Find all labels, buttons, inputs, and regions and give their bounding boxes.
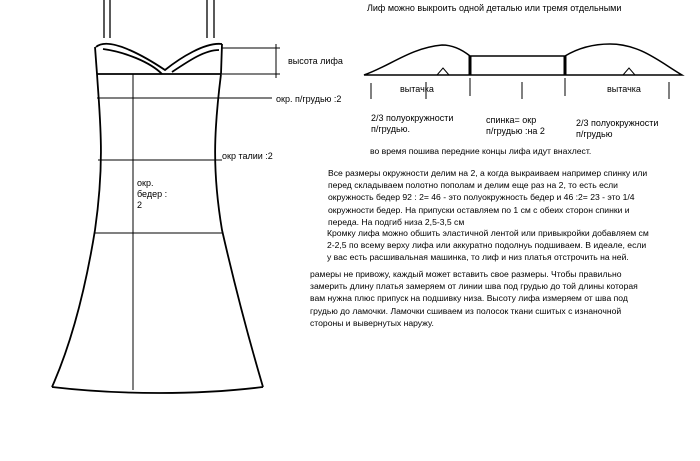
dress-straps xyxy=(104,0,214,38)
dart-left xyxy=(437,68,449,75)
paragraph-3-line: рамеры не привожу, каждый может вставить свое размеры. Чтобы правильно xyxy=(310,269,622,279)
paragraph-3-line: грудью до ламочки. Ламочки сшиваем из полосок ткани сшитых с изнаночной xyxy=(310,305,622,316)
label-left-part-line1: 2/3 полуокружности xyxy=(371,113,454,123)
paragraph-1-line: переда. На подгиб низа 2,5-3,5 см xyxy=(328,216,465,227)
paragraph-1-line: Все размеры окружности делим на 2, а когда выкраиваем например спинку или xyxy=(328,168,648,178)
paragraph-2-line: Кромку лифа можно обшить эластичной лентой или привыкройки добавляем см xyxy=(327,228,649,238)
label-back-line2: п/грудью :на 2 xyxy=(486,126,545,136)
paragraph-3-line: вам нужна плюс припуск на подшивку низа. Высоту лифа измеряем от шва под xyxy=(310,293,628,304)
bodice-outline xyxy=(364,44,682,75)
paragraph-3-line: стороны и вывернутых наружу. xyxy=(310,317,434,328)
instructions-paragraph-3 xyxy=(310,268,678,329)
paragraph-1-line: окружности бедер. На припуски оставляем по 1 см с обеих сторон спинки и xyxy=(328,204,630,215)
label-back-line1: спинка= окр xyxy=(486,115,537,125)
pattern-title: Лиф можно выкроить одной деталью или тремя отдельными xyxy=(367,3,622,13)
dart-right xyxy=(623,68,635,75)
label-waist: окр талии :2 xyxy=(222,151,273,161)
label-bodice-height: высота лифа xyxy=(288,56,343,66)
paragraph-1-line: перед складываем полотно пополам и делим еще раз на 2, то есть если xyxy=(328,180,618,191)
paragraph-2-line: 2-2,5 по всему верху лифа или аккуратно подолнуь подшиваем. В идеале, если xyxy=(327,240,647,251)
label-left-part-line2: п/грудью. xyxy=(371,124,410,134)
paragraph-2-line: у вас есть расшивальная машинка, то лиф и низ платья отстрочить на ней. xyxy=(327,252,629,263)
label-dart-right: вытачка xyxy=(607,84,641,94)
label-right-part-line1: 2/3 полуокружности xyxy=(576,118,659,128)
dress-measure-lines xyxy=(95,44,280,233)
label-hips-line3: 2 xyxy=(137,200,143,210)
paragraph-3-line: замерить длину платья замеряем от линии шва под грудью до той длины которая xyxy=(310,281,638,292)
dress-bodice xyxy=(95,44,222,74)
label-underbust: окр. п/грудью :2 xyxy=(276,94,342,104)
label-hips-line1: окр. xyxy=(137,178,154,188)
instructions-paragraph-1 xyxy=(328,167,690,228)
label-hips-line2: бедер : xyxy=(137,189,168,199)
paragraph-1-line: окружность бедер 92 : 2= 46 - это полуокружность бедер и 46 :2= 23 - это 1/4 xyxy=(328,192,635,203)
seam-note: во время пошива передние концы лифа идут внахлест. xyxy=(370,146,592,156)
instructions-paragraph-2 xyxy=(327,227,689,264)
label-dart-left: вытачка xyxy=(400,84,434,94)
label-right-part-line2: п/грудью xyxy=(576,129,613,139)
